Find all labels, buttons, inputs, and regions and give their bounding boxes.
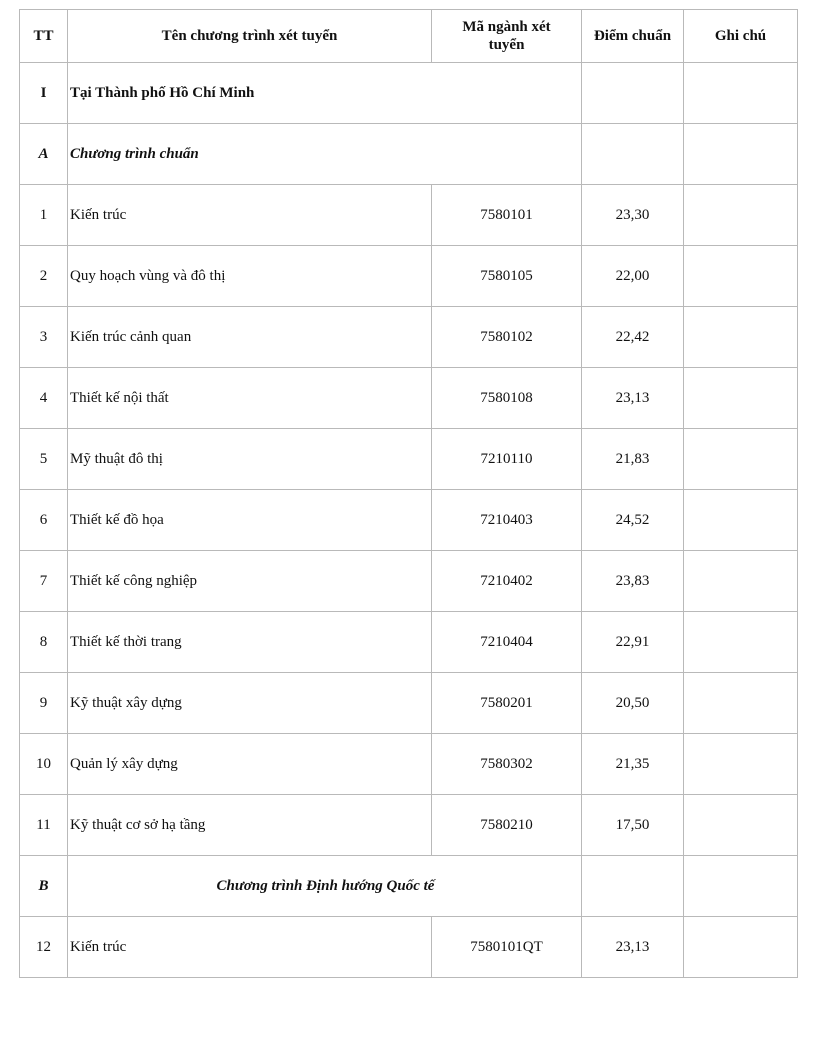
row-cutoff-score: 23,13 [582,368,684,429]
table-row [20,246,798,307]
row-tt: 9 [20,673,68,734]
empty-cell [684,124,798,185]
row-program-name: Kỹ thuật xây dựng [68,673,432,734]
empty-cell [582,856,684,917]
section-title: Chương trình Định hướng Quốc tế [68,856,582,917]
row-tt: 2 [20,246,68,307]
row-tt: 10 [20,734,68,795]
row-note [684,612,798,673]
row-major-code: 7210110 [432,429,582,490]
row-program-name: Kiến trúc [68,185,432,246]
section-row-a [20,124,798,185]
row-major-code: 7580210 [432,795,582,856]
row-major-code: 7210404 [432,612,582,673]
row-note [684,429,798,490]
row-note [684,368,798,429]
empty-cell [684,856,798,917]
header-note: Ghi chú [684,10,798,63]
row-note [684,307,798,368]
table-row [20,368,798,429]
table-row [20,490,798,551]
row-note [684,917,798,978]
row-note [684,673,798,734]
row-major-code: 7580108 [432,368,582,429]
row-program-name: Kỹ thuật cơ sở hạ tầng [68,795,432,856]
row-program-name: Kiến trúc [68,917,432,978]
row-tt: 11 [20,795,68,856]
row-program-name: Thiết kế nội thất [68,368,432,429]
row-note [684,795,798,856]
table-row [20,734,798,795]
header-major-code [432,10,582,63]
row-major-code: 7580201 [432,673,582,734]
row-cutoff-score: 24,52 [582,490,684,551]
row-note [684,734,798,795]
header-program-name: Tên chương trình xét tuyển [68,10,432,63]
admission-score-table [19,9,798,978]
header-tt: TT [20,10,68,63]
row-note [684,185,798,246]
row-note [684,551,798,612]
row-major-code: 7210402 [432,551,582,612]
empty-cell [684,63,798,124]
row-program-name: Thiết kế thời trang [68,612,432,673]
header-cutoff-score: Điểm chuẩn [582,10,684,63]
row-program-name: Mỹ thuật đô thị [68,429,432,490]
header-row [20,10,798,63]
row-cutoff-score: 22,00 [582,246,684,307]
section-tt: I [20,63,68,124]
row-major-code: 7580302 [432,734,582,795]
table-row [20,429,798,490]
row-tt: 12 [20,917,68,978]
row-major-code: 7580101 [432,185,582,246]
row-cutoff-score: 23,83 [582,551,684,612]
row-tt: 3 [20,307,68,368]
table-row [20,917,798,978]
row-tt: 1 [20,185,68,246]
empty-cell [582,124,684,185]
row-program-name: Thiết kế công nghiệp [68,551,432,612]
row-tt: 6 [20,490,68,551]
row-cutoff-score: 20,50 [582,673,684,734]
empty-cell [582,63,684,124]
row-note [684,246,798,307]
table-row [20,551,798,612]
row-cutoff-score: 23,13 [582,917,684,978]
row-program-name: Quản lý xây dựng [68,734,432,795]
section-row-b [20,856,798,917]
row-program-name: Kiến trúc cảnh quan [68,307,432,368]
row-cutoff-score: 17,50 [582,795,684,856]
table-row [20,673,798,734]
table-row [20,307,798,368]
row-tt: 4 [20,368,68,429]
row-program-name: Quy hoạch vùng và đô thị [68,246,432,307]
row-tt: 7 [20,551,68,612]
row-tt: 5 [20,429,68,490]
header-major-code-text: Mã ngành xét tuyển [462,19,551,53]
row-major-code: 7580101QT [432,917,582,978]
row-major-code: 7210403 [432,490,582,551]
row-note [684,490,798,551]
row-major-code: 7580105 [432,246,582,307]
row-tt: 8 [20,612,68,673]
section-title: Tại Thành phố Hồ Chí Minh [68,63,582,124]
row-cutoff-score: 22,42 [582,307,684,368]
table-row [20,795,798,856]
table-row [20,185,798,246]
section-row-i [20,63,798,124]
section-title: Chương trình chuẩn [68,124,582,185]
section-tt: B [20,856,68,917]
row-cutoff-score: 21,35 [582,734,684,795]
row-cutoff-score: 22,91 [582,612,684,673]
row-cutoff-score: 21,83 [582,429,684,490]
section-tt: A [20,124,68,185]
row-major-code: 7580102 [432,307,582,368]
row-program-name: Thiết kế đồ họa [68,490,432,551]
row-cutoff-score: 23,30 [582,185,684,246]
table-row [20,612,798,673]
